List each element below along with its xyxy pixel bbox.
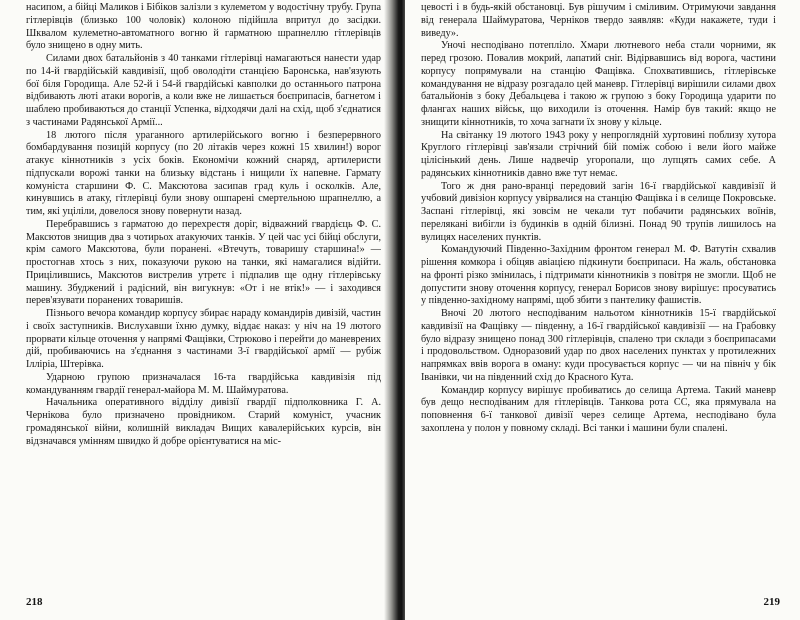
paragraph: цевості і в будь-якій обстановці. Був рішучим і сміливим. Отримуючи завдання від генерала Шаймуратова, Черніков твердо заявляв: «Куди накажете, туди і виведу».	[421, 2, 776, 39]
paragraph: Пізнього вечора командир корпусу збирає нараду командирів дивізій, частин і своїх заступників. Вислухавши їхню думку, віддає наказ: у ніч на 19 лютого прорвати кільце оточення у напрямі Фащівки, Стрюково і перейти до маневрених дій, пробиваючись на з'єднання з частинами 3-ї гвардійської армії — рубіж Ілліріа, Штерівка.	[26, 308, 381, 370]
paragraph: Уночі несподівано потепліло. Хмари лютневого неба стали чорними, як перед грозою. Повалив мокрий, лапатий сніг. Відірвавшись від ворога, частини корпусу попрямували на станцію Фащівка. Спохватившись, гітлерівське командування не відразу розгадало цей маневр. Гітлерівці вирішили силами двох батальйонів з боку Дебальцева і такою ж групою з боку Городища ударити по флангах наших військ, що виходили із оточення. Намір був такий: якщо не знищити кіннотників, то хоча загнати їх знову у кільце.	[421, 40, 776, 128]
paragraph: Вночі 20 лютого несподіваним нальотом кіннотників 15-ї гвардійської кавдивізії на Фащівку — південну, а 16-ї гвардійської кавдивізії — на Грабовку було відразу знищено понад 300 гітлерівців, спалено три склади з боєприпасами і продовольством. Одноразовий удар по двох населених пунктах у протилежних напрямках ввів ворога в оману: куди просувається корпус — чи на північ у бік Іванівки, чи на південний схід до Красного Кута.	[421, 308, 776, 383]
page-number-right: 219	[763, 596, 780, 608]
page-number-left: 218	[26, 596, 43, 608]
left-text-column	[26, 2, 381, 448]
paragraph: Командир корпусу вирішує пробиватись до селища Артема. Такий маневр був дещо несподіваним для гітлерівців. Танкова рота СС, яка прямувала на поповнення 6-ї танкової дивізії через селище Артема, несподівано була захоплена у полон у повному складі. Всі танки і машини були спалені.	[421, 384, 776, 434]
paragraph: Командуючий Південно-Західним фронтом генерал М. Ф. Ватутін схвалив рішення комкора і обіцяв авіацією підкинути боєприпаси. На жаль, обстановка на фронті різко змінилась, і підтримати кіннотників з повітря не змогли. Щоб не допустити знову оточення корпусу, генерал Борисов знову вирішує: просуватись у південно-західному напрямі, щоб збити з пантелику фашистів.	[421, 244, 776, 307]
left-page	[0, 0, 395, 620]
paragraph: Ударною групою призначалася 16-та гвардійська кавдивізія під командуванням гвардії генерал-майора М. М. Шаймуратова.	[26, 371, 381, 396]
paragraph: Силами двох батальйонів з 40 танками гітлерівці намагаються нанести удар по 14-й гвардійській кавдивізії, щоб оволодіти станцією Баронська, нав'язують бої біля Городища. Але 52-й і 54-й гвардійські кавполки до останнього патрона відбивають люті атаки ворогів, а коли вже не лишається боєприпасів, багнетом і шаблею пробиваються до станції Успенка, відходячи далі на схід, щоб з'єднатися з частинами Радянської Армії...	[26, 53, 381, 128]
paragraph: Того ж дня рано-вранці передовий загін 16-ї гвардійської кавдивізії й учбовий дивізіон корпусу увірвалися на станцію Фащівка і в селище Покровське. Заспані гітлерівці, які зовсім не чекали тут побачити радянських воїнів, перелякані вибігли із будинків в одній білизні. Понад 90 трупів лишилось на вулицях населених пунктів.	[421, 180, 776, 243]
paragraph: На світанку 19 лютого 1943 року у непроглядній хуртовині поблизу хутора Круглого гітлерівці зав'язали стрічний бій поміж собою і вели його майже цілісінький день. Лише надвечір угоропали, що лупцять самих себе. А радянських кіннотників давно вже тут немає.	[421, 129, 776, 179]
paragraph: Перебравшись з гарматою до перехрестя доріг, відважний гвардієць Ф. С. Максютов знищив два з чотирьох атакуючих танків. У цей час усі бійці обслуги, крім самого Максютова, були поранені. «Втечуть, товаришу старшина!» — простогнав хтось з них, показуючи рукою на танки, які намагалися відійти. Прицілившись, Максютов вистрелив утретє і підпалив ще одну гітлерівську машину. Збуджений і радісний, він вигукнув: «От і не втік!» — і заходився перев'язувати поранених товаришів.	[26, 218, 381, 307]
paragraph: насипом, а бійці Маликов і Бібіков залізли з кулеметом у водостічну трубу. Група гітлерівців (близько 100 чоловік) колоною підійшла впритул до засідки. Шквалом кулеметно-автоматного вогню й гарматною шрапнеллю гітлерівців було знищено в одну мить.	[26, 2, 381, 52]
paragraph: 18 лютого після ураганного артилерійського вогню і безперервного бомбардування позицій корпусу (по 20 літаків через кожні 15 хвилин!) ворог атакує кіннотників з усіх боків. Економічи кожний снаряд, артилеристи підпускали ворожі танки на близьку відстань і нищили їх напевне. Гармату комуніста старшини Ф. С. Максютова засипав град куль і осколків. Але, кинувшись в атаку, гітлерівці були знову ошпарені смертельною шрапнеллю, а тим, які уціліли, довелося знову повернути назад.	[26, 129, 381, 217]
right-text-column	[421, 2, 776, 436]
paragraph: Начальника оперативного відділу дивізії гвардії підполковника Г. А. Чернікова було призначено провідником. Старий комуніст, учасник громадянської війни, колишній викладач Вищих кавалерійських курсів, він відзначався умінням швидко й добре орієнтуватися на міс-	[26, 397, 381, 447]
right-page	[405, 0, 800, 620]
